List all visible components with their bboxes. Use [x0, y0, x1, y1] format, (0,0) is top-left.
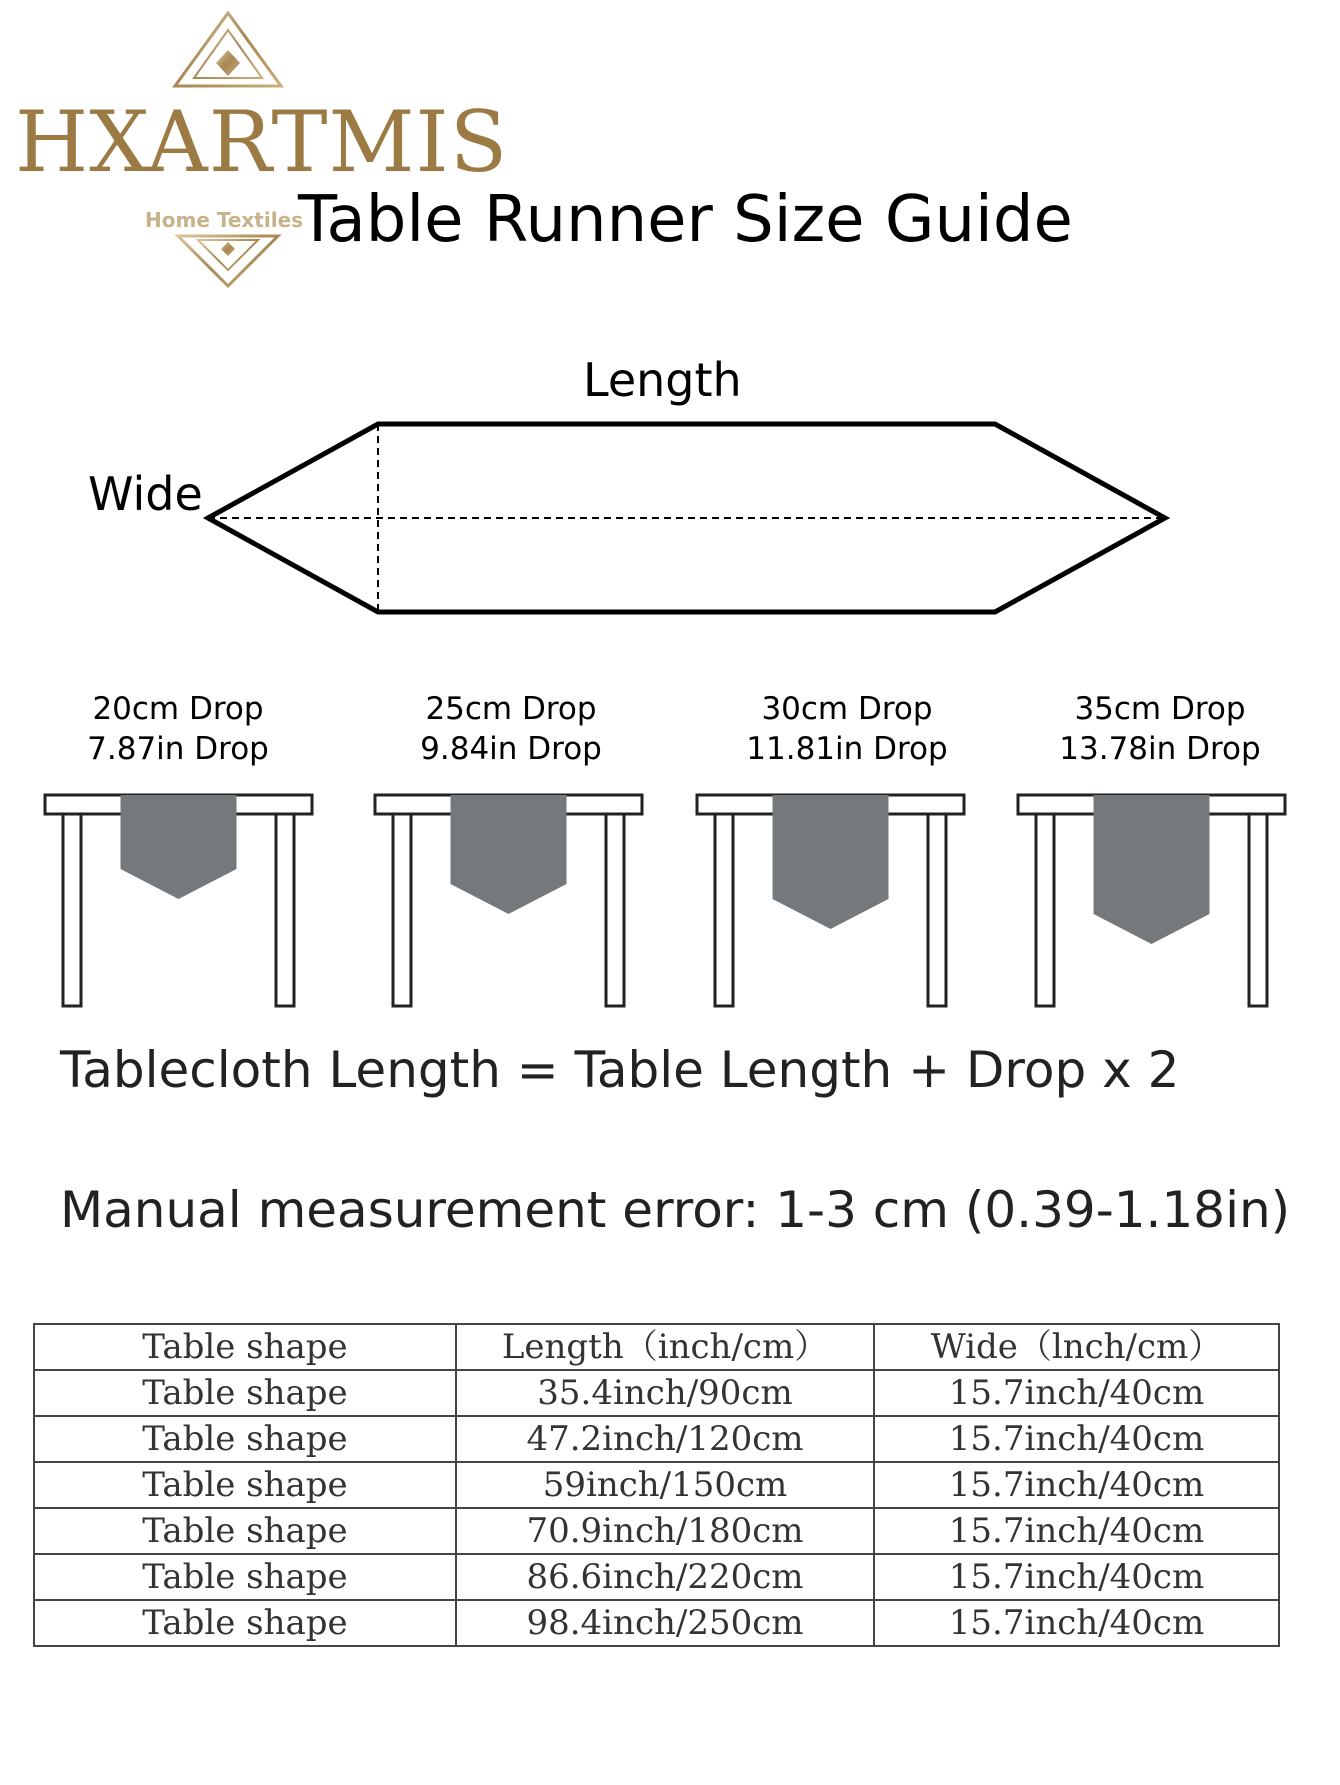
cell-length: 47.2inch/120cm — [456, 1416, 874, 1462]
brand-name: HXARTMIS — [15, 93, 509, 191]
cell-shape: Table shape — [34, 1554, 456, 1600]
drop-inch: 13.78in Drop — [1059, 731, 1261, 767]
table-leg — [928, 814, 946, 1006]
measurement-note: Manual measurement error: 1-3 cm (0.39-1.18in) — [60, 1181, 1291, 1239]
table-row — [34, 1462, 1279, 1508]
table-30 — [697, 795, 964, 1006]
drop-inch: 9.84in Drop — [420, 731, 602, 767]
drop-cm: 20cm Drop — [92, 691, 264, 727]
runner-drop — [451, 795, 567, 914]
table-header-row — [34, 1324, 1279, 1370]
cell-wide: 15.7inch/40cm — [874, 1416, 1279, 1462]
table-row — [34, 1600, 1279, 1646]
cell-wide: 15.7inch/40cm — [874, 1370, 1279, 1416]
table-leg — [1036, 814, 1054, 1006]
formula-text: Tablecloth Length = Table Length + Drop x 2 — [60, 1041, 1180, 1099]
table-leg — [715, 814, 733, 1006]
cell-length: 98.4inch/250cm — [456, 1600, 874, 1646]
cell-wide: 15.7inch/40cm — [874, 1462, 1279, 1508]
size-table — [33, 1323, 1280, 1647]
table-leg — [276, 814, 294, 1006]
table-row — [34, 1416, 1279, 1462]
cell-shape: Table shape — [34, 1416, 456, 1462]
table-25 — [375, 795, 642, 1006]
cell-length: 86.6inch/220cm — [456, 1554, 874, 1600]
cell-wide: 15.7inch/40cm — [874, 1554, 1279, 1600]
cell-length: 35.4inch/90cm — [456, 1370, 874, 1416]
table-row — [34, 1554, 1279, 1600]
table-row — [34, 1508, 1279, 1554]
page-title: Table Runner Size Guide — [298, 183, 1073, 257]
table-row — [34, 1370, 1279, 1416]
table-20 — [45, 795, 312, 1006]
table-35 — [1018, 795, 1285, 1006]
length-label: Length — [583, 353, 742, 407]
table-leg — [63, 814, 81, 1006]
drop-cm: 35cm Drop — [1074, 691, 1246, 727]
table-leg — [393, 814, 411, 1006]
cell-wide: 15.7inch/40cm — [874, 1508, 1279, 1554]
cell-shape: Table shape — [34, 1462, 456, 1508]
header-wide: Wide（lnch/cm） — [874, 1324, 1279, 1370]
header-shape: Table shape — [34, 1324, 456, 1370]
table-leg — [606, 814, 624, 1006]
cell-length: 70.9inch/180cm — [456, 1508, 874, 1554]
cell-length: 59inch/150cm — [456, 1462, 874, 1508]
runner-drop — [121, 795, 237, 899]
runner-drop — [773, 795, 889, 929]
table-leg — [1249, 814, 1267, 1006]
cell-shape: Table shape — [34, 1508, 456, 1554]
drop-inch: 7.87in Drop — [87, 731, 269, 767]
drop-inch: 11.81in Drop — [746, 731, 948, 767]
cell-wide: 15.7inch/40cm — [874, 1600, 1279, 1646]
runner-drop — [1094, 795, 1210, 944]
header-length: Length（inch/cm） — [456, 1324, 874, 1370]
wide-label: Wide — [88, 467, 203, 521]
drop-cm: 30cm Drop — [761, 691, 933, 727]
brand-subtitle: Home Textiles — [145, 208, 304, 232]
cell-shape: Table shape — [34, 1370, 456, 1416]
drop-cm: 25cm Drop — [425, 691, 597, 727]
cell-shape: Table shape — [34, 1600, 456, 1646]
